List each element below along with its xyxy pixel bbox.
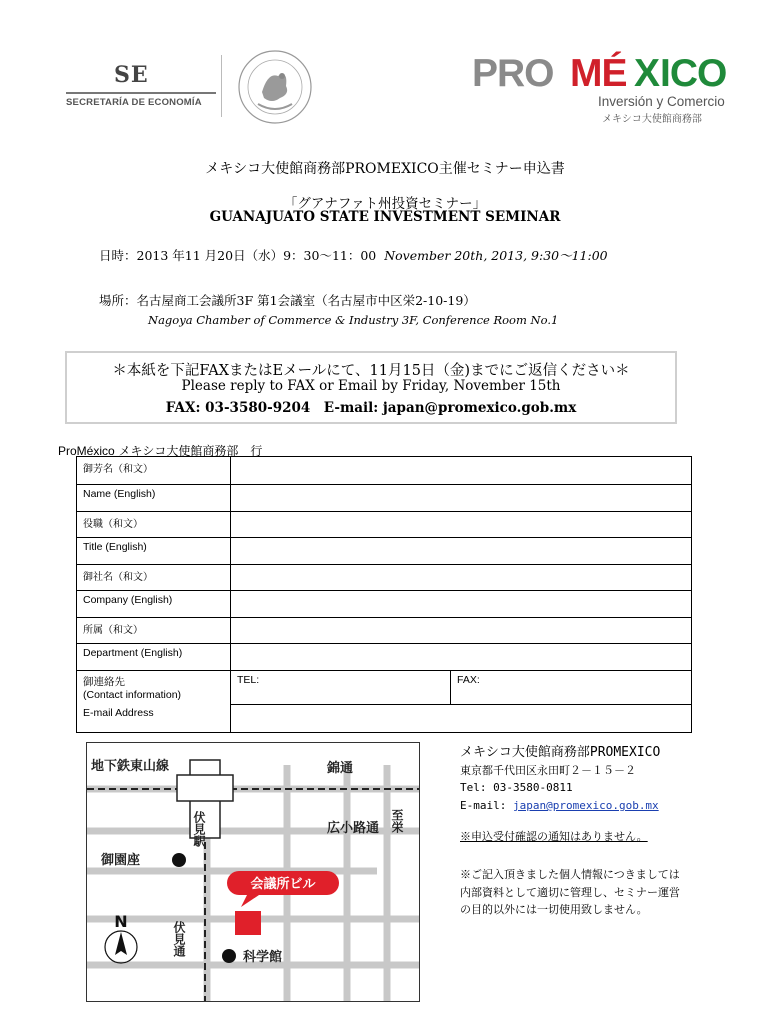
to-sakae-label: 至栄 xyxy=(390,809,404,833)
promexico-logo-x: X xyxy=(634,52,660,95)
contact-info-label-jp: 御連絡先 xyxy=(83,676,125,688)
department-en-label: Department (English) xyxy=(77,644,231,671)
department-jp-label: 所属（和文） xyxy=(77,618,231,644)
venue-label: 場所： xyxy=(99,293,137,308)
contact-email-label: E-mail: xyxy=(460,799,513,812)
promexico-logo-pro: PRO xyxy=(472,52,554,95)
promexico-tagline: Inversión y Comercio xyxy=(598,94,725,109)
reply-notice-en: Please reply to FAX or Email by Friday, November 15th xyxy=(181,378,561,394)
name-en-label: Name (English) xyxy=(77,485,231,512)
promexico-logo-ico: ICO xyxy=(660,52,727,95)
name-en-field[interactable] xyxy=(231,485,692,512)
promexico-logo-me: MÉ xyxy=(570,52,627,95)
email-field[interactable] xyxy=(231,704,692,732)
name-jp-label: 御芳名（和文） xyxy=(77,457,231,485)
north-label: N xyxy=(114,912,128,931)
access-map xyxy=(86,742,420,1002)
se-logo-mark: SE xyxy=(114,62,149,88)
title-jp-field[interactable] xyxy=(231,512,692,538)
venue-jp: 名古屋商工会議所3F 第1会議室（名古屋市中区栄2-10-19） xyxy=(136,293,476,308)
tel-label: TEL: xyxy=(237,674,260,686)
date-jp: 2013 年11 月20日（水）9：30～11：00 xyxy=(136,248,377,263)
form-title: メキシコ大使館商務部PROMEXICO主催セミナー申込書 xyxy=(205,161,565,177)
promexico-logo xyxy=(472,52,727,132)
date-line xyxy=(99,246,608,264)
contact-address: 東京都千代田区永田町２－１５－２ xyxy=(460,764,636,777)
no-confirmation-note: ※申込受付確認の通知はありません。 xyxy=(460,830,648,843)
contact-org: メキシコ大使館商務部PROMEXICO xyxy=(460,745,661,760)
science-museum-label: 科学館 xyxy=(243,950,283,965)
company-jp-label: 御社名（和文） xyxy=(77,565,231,591)
logo-divider xyxy=(221,55,222,117)
registration-form-table xyxy=(76,456,692,733)
contact-email-link[interactable]: japan@promexico.gob.mx xyxy=(512,799,659,812)
fax-label: FAX: xyxy=(457,674,480,686)
seminar-title-jp: 「グアナファト州投資セミナー」 xyxy=(283,196,487,212)
contact-tel: Tel: 03-3580-0811 xyxy=(460,781,573,794)
secretaria-de-economia-logo xyxy=(66,62,216,112)
venue-line xyxy=(99,291,476,309)
promexico-japan-office: メキシコ大使館商務部 xyxy=(602,114,702,125)
title-en-field[interactable] xyxy=(231,538,692,565)
reply-notice-jp: ＊本紙を下記FAXまたはEメールにて、11月15日（金)までにご返信ください＊ xyxy=(112,363,630,379)
contact-info-label xyxy=(77,671,231,705)
date-en: November 20th, 2013, 9:30～11:00 xyxy=(384,248,608,263)
addressee-org: ProMéxico xyxy=(58,444,115,458)
conference-building-marker xyxy=(235,911,261,935)
subway-line-label: 地下鉄東山線 xyxy=(91,759,170,774)
email-label: E-mail Address xyxy=(77,704,231,732)
company-en-label: Company (English) xyxy=(77,591,231,618)
fushimi-station-label: 伏見駅 xyxy=(192,811,206,847)
hirokoji-dori-label: 広小路通 xyxy=(327,821,380,836)
company-en-field[interactable] xyxy=(231,591,692,618)
company-jp-field[interactable] xyxy=(231,565,692,591)
seminar-title-en: GUANAJUATO STATE INVESTMENT SEMINAR xyxy=(209,209,561,225)
fax-field[interactable] xyxy=(451,671,692,705)
science-museum-marker xyxy=(222,949,236,963)
date-label: 日時： xyxy=(99,248,137,263)
contact-info-label-en: (Contact information) xyxy=(83,689,182,701)
misonoza-label: 御園座 xyxy=(101,853,141,868)
se-logo-rule xyxy=(66,92,216,94)
nishiki-dori-label: 錦通 xyxy=(327,761,354,776)
department-jp-field[interactable] xyxy=(231,618,692,644)
fushimi-dori-label: 伏見通 xyxy=(172,921,186,957)
addressee-rest: メキシコ大使館商務部 行 xyxy=(114,444,263,458)
tel-field[interactable] xyxy=(231,671,451,705)
title-jp-label: 役職（和文） xyxy=(77,512,231,538)
title-en-label: Title (English) xyxy=(77,538,231,565)
name-jp-field[interactable] xyxy=(231,457,692,485)
reply-contact-line: FAX: 03-3580-9204 E-mail: japan@promexico.gob.mx xyxy=(165,400,577,416)
department-en-field[interactable] xyxy=(231,644,692,671)
reply-notice-box xyxy=(65,351,677,424)
building-label: 会議所ビル xyxy=(250,877,316,892)
contact-email-line xyxy=(460,799,659,812)
venue-en: Nagoya Chamber of Commerce & Industry 3F, Conference Room No.1 xyxy=(148,313,559,327)
privacy-note: ※ご記入頂きました個人情報につきましては内部資料として適切に管理し、セミナー運営の目的以外には一切使用致しません。 xyxy=(460,868,680,916)
misonoza-marker xyxy=(172,853,186,867)
se-logo-name: SECRETARÍA DE ECONOMÍA xyxy=(66,97,202,108)
mexico-coat-of-arms-seal xyxy=(232,48,318,126)
